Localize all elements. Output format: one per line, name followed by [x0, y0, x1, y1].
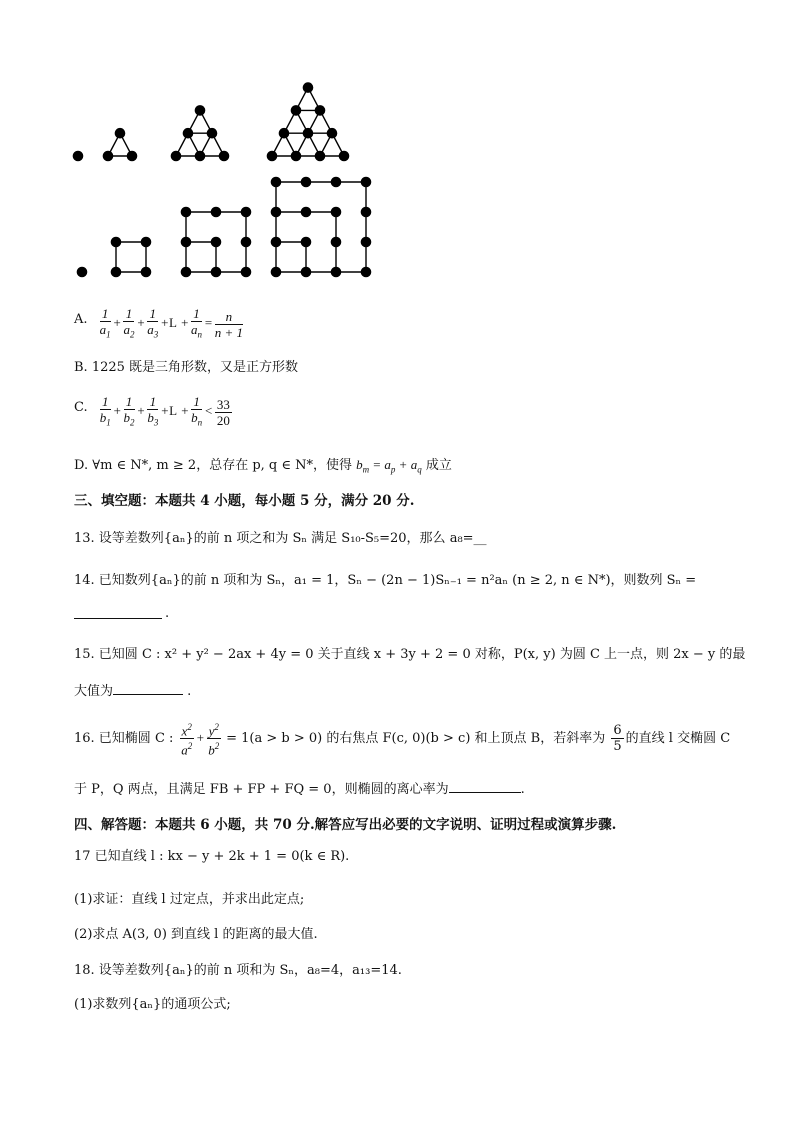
- option-b-label: B.: [74, 360, 88, 375]
- square-dot: [301, 177, 310, 186]
- square-dot: [331, 177, 340, 186]
- triangular-dot: [291, 106, 300, 115]
- question-16-middle: = 1(a > b > 0) 的右焦点 F(c, 0)(b > c) 和上顶点 B，若斜率为: [226, 730, 606, 746]
- square-dot: [361, 237, 370, 246]
- question-17-part1: (1)求证：直线 l 过定点，并求出此定点;: [74, 892, 305, 907]
- rhs-numerator: 33: [216, 396, 230, 412]
- triangular-dot: [315, 151, 324, 160]
- square-dot: [241, 207, 250, 216]
- square-dot: [181, 237, 190, 246]
- triangular-dot: [303, 129, 312, 138]
- triangular-dot: [73, 151, 82, 160]
- question-17-part2: (2)求点 A(3, 0) 到直线 l 的距离的最大值.: [74, 927, 318, 942]
- square-dot: [181, 267, 190, 276]
- period: .: [520, 782, 525, 797]
- triangular-dot: [327, 129, 336, 138]
- option-a-label: A.: [74, 312, 88, 328]
- square-dot: [271, 177, 280, 186]
- square-dot: [331, 267, 340, 276]
- question-16-line2: [74, 780, 525, 799]
- answer-blank-14: [74, 618, 162, 619]
- option-b: [74, 359, 298, 377]
- triangular-dot: [339, 151, 348, 160]
- square-dot: [77, 267, 86, 276]
- option-c-formula: $\frac{1}{b_1}$ + $\frac{1}{b_2}$ + $\frac{1}{b_3}$ +L + $\frac{1}{b_n}$ < $\frac{33}{20}$: [99, 394, 230, 428]
- rhs-denominator: 20: [216, 412, 230, 428]
- square-dot: [331, 237, 340, 246]
- square-dot: [181, 207, 190, 216]
- triangular-dot: [291, 151, 300, 160]
- square-dot: [361, 177, 370, 186]
- option-d-formula: $b_m = a_p + a_q$: [356, 457, 422, 475]
- question-15-line2: [74, 682, 191, 701]
- square-dot: [111, 237, 120, 246]
- triangular-dot: [183, 129, 192, 138]
- triangular-dot: [315, 106, 324, 115]
- square-dot: [331, 207, 340, 216]
- question-14: 14. 已知数列{aₙ}的前 n 项和为 Sₙ，a₁ = 1，Sₙ − (2n − 1)Sₙ₋₁ = n²aₙ (n ≥ 2, n ∈ N*)，则数列 Sₙ =: [74, 573, 697, 588]
- option-d-label: D.: [74, 458, 89, 473]
- question-18: 18. 设等差数列{aₙ}的前 n 项和为 Sₙ，a₈=4，a₁₃=14.: [74, 963, 402, 978]
- square-dot: [271, 237, 280, 246]
- square-dot: [301, 207, 310, 216]
- triangular-dot: [219, 151, 228, 160]
- square-number-figures: [77, 177, 370, 276]
- option-d: [74, 456, 452, 479]
- option-d-text: ∀m ∈ N*, m ≥ 2，总存在 p, q ∈ N*，使得: [92, 458, 357, 473]
- square-dot: [111, 267, 120, 276]
- square-dot: [211, 267, 220, 276]
- option-b-text: 1225 既是三角形数，又是正方形数: [91, 360, 299, 375]
- triangular-dot: [207, 129, 216, 138]
- period-14: .: [165, 606, 170, 621]
- ellipsis: L: [169, 403, 178, 419]
- square-dot: [241, 237, 250, 246]
- triangular-dot: [279, 129, 288, 138]
- option-c: [74, 394, 234, 430]
- answer-blank-15: [113, 682, 183, 695]
- ellipse-equation: $\frac{x^2}{a^2}$ + $\frac{y^2}{b^2}$: [181, 722, 220, 758]
- triangular-dot: [103, 151, 112, 160]
- square-dot: [141, 267, 150, 276]
- slope-denominator: 5: [613, 738, 622, 754]
- section-4-heading: 四、解答题：本题共 6 小题，共 70 分.解答应写出必要的文字说明、证明过程或演算步骤.: [74, 817, 617, 833]
- triangular-dot: [195, 106, 204, 115]
- slope-numerator: 6: [613, 722, 622, 738]
- figurate-number-diagram: [0, 0, 794, 300]
- option-d-suffix: 成立: [421, 458, 452, 473]
- square-dot: [211, 207, 220, 216]
- ellipsis: L: [169, 315, 177, 331]
- triangular-dot: [267, 151, 276, 160]
- triangular-dot: [195, 151, 204, 160]
- square-dot: [301, 237, 310, 246]
- question-16-suffix: 的直线 l 交椭圆 C: [625, 730, 731, 746]
- question-15-line1: 15. 已知圆 C : x² + y² − 2ax + 4y = 0 关于直线 x + 3y + 2 = 0 对称，P(x, y) 为圆 C 上一点，则 2x − y 的最: [74, 647, 746, 662]
- square-dot: [241, 267, 250, 276]
- square-dot: [211, 237, 220, 246]
- option-a-formula: $\frac{1}{a_1}$ + $\frac{1}{a_2}$ + $\frac{1}{a_3}$ +L + $\frac{1}{a_n}$ = $\frac{n}{n + 1}$: [99, 306, 244, 340]
- question-16-text: 于 P，Q 两点，且满足 FB + FP + FQ = 0，则椭圆的离心率为: [74, 782, 449, 797]
- square-dot: [361, 267, 370, 276]
- section-3-heading: 三、填空题：本题共 4 小题，每小题 5 分，满分 20 分.: [74, 493, 415, 509]
- option-c-label: C.: [74, 400, 88, 416]
- triangular-number-figures: [73, 83, 348, 161]
- question-18-part1: (1)求数列{aₙ}的通项公式;: [74, 997, 231, 1012]
- question-16-prefix: 16. 已知椭圆 C :: [74, 730, 174, 746]
- rhs-numerator: n: [215, 309, 243, 325]
- question-16-line1: [74, 720, 730, 760]
- question-13: 13. 设等差数列{aₙ}的前 n 项之和为 Sₙ 满足 S₁₀-S₅=20，那么 a₈=__: [74, 531, 487, 546]
- question-15-text: 大值为: [74, 684, 114, 699]
- question-17: 17 已知直线 l : kx − y + 2k + 1 = 0(k ∈ R).: [74, 849, 350, 864]
- triangular-dot: [115, 129, 124, 138]
- triangular-dot: [171, 151, 180, 160]
- square-dot: [301, 267, 310, 276]
- square-dot: [361, 207, 370, 216]
- period: .: [183, 684, 192, 699]
- square-dot: [271, 267, 280, 276]
- square-dot: [141, 237, 150, 246]
- option-a: [74, 306, 245, 342]
- triangular-dot: [303, 83, 312, 92]
- square-dot: [271, 207, 280, 216]
- answer-blank-16: [449, 780, 521, 793]
- triangular-dot: [127, 151, 136, 160]
- rhs-denominator: n + 1: [214, 324, 244, 340]
